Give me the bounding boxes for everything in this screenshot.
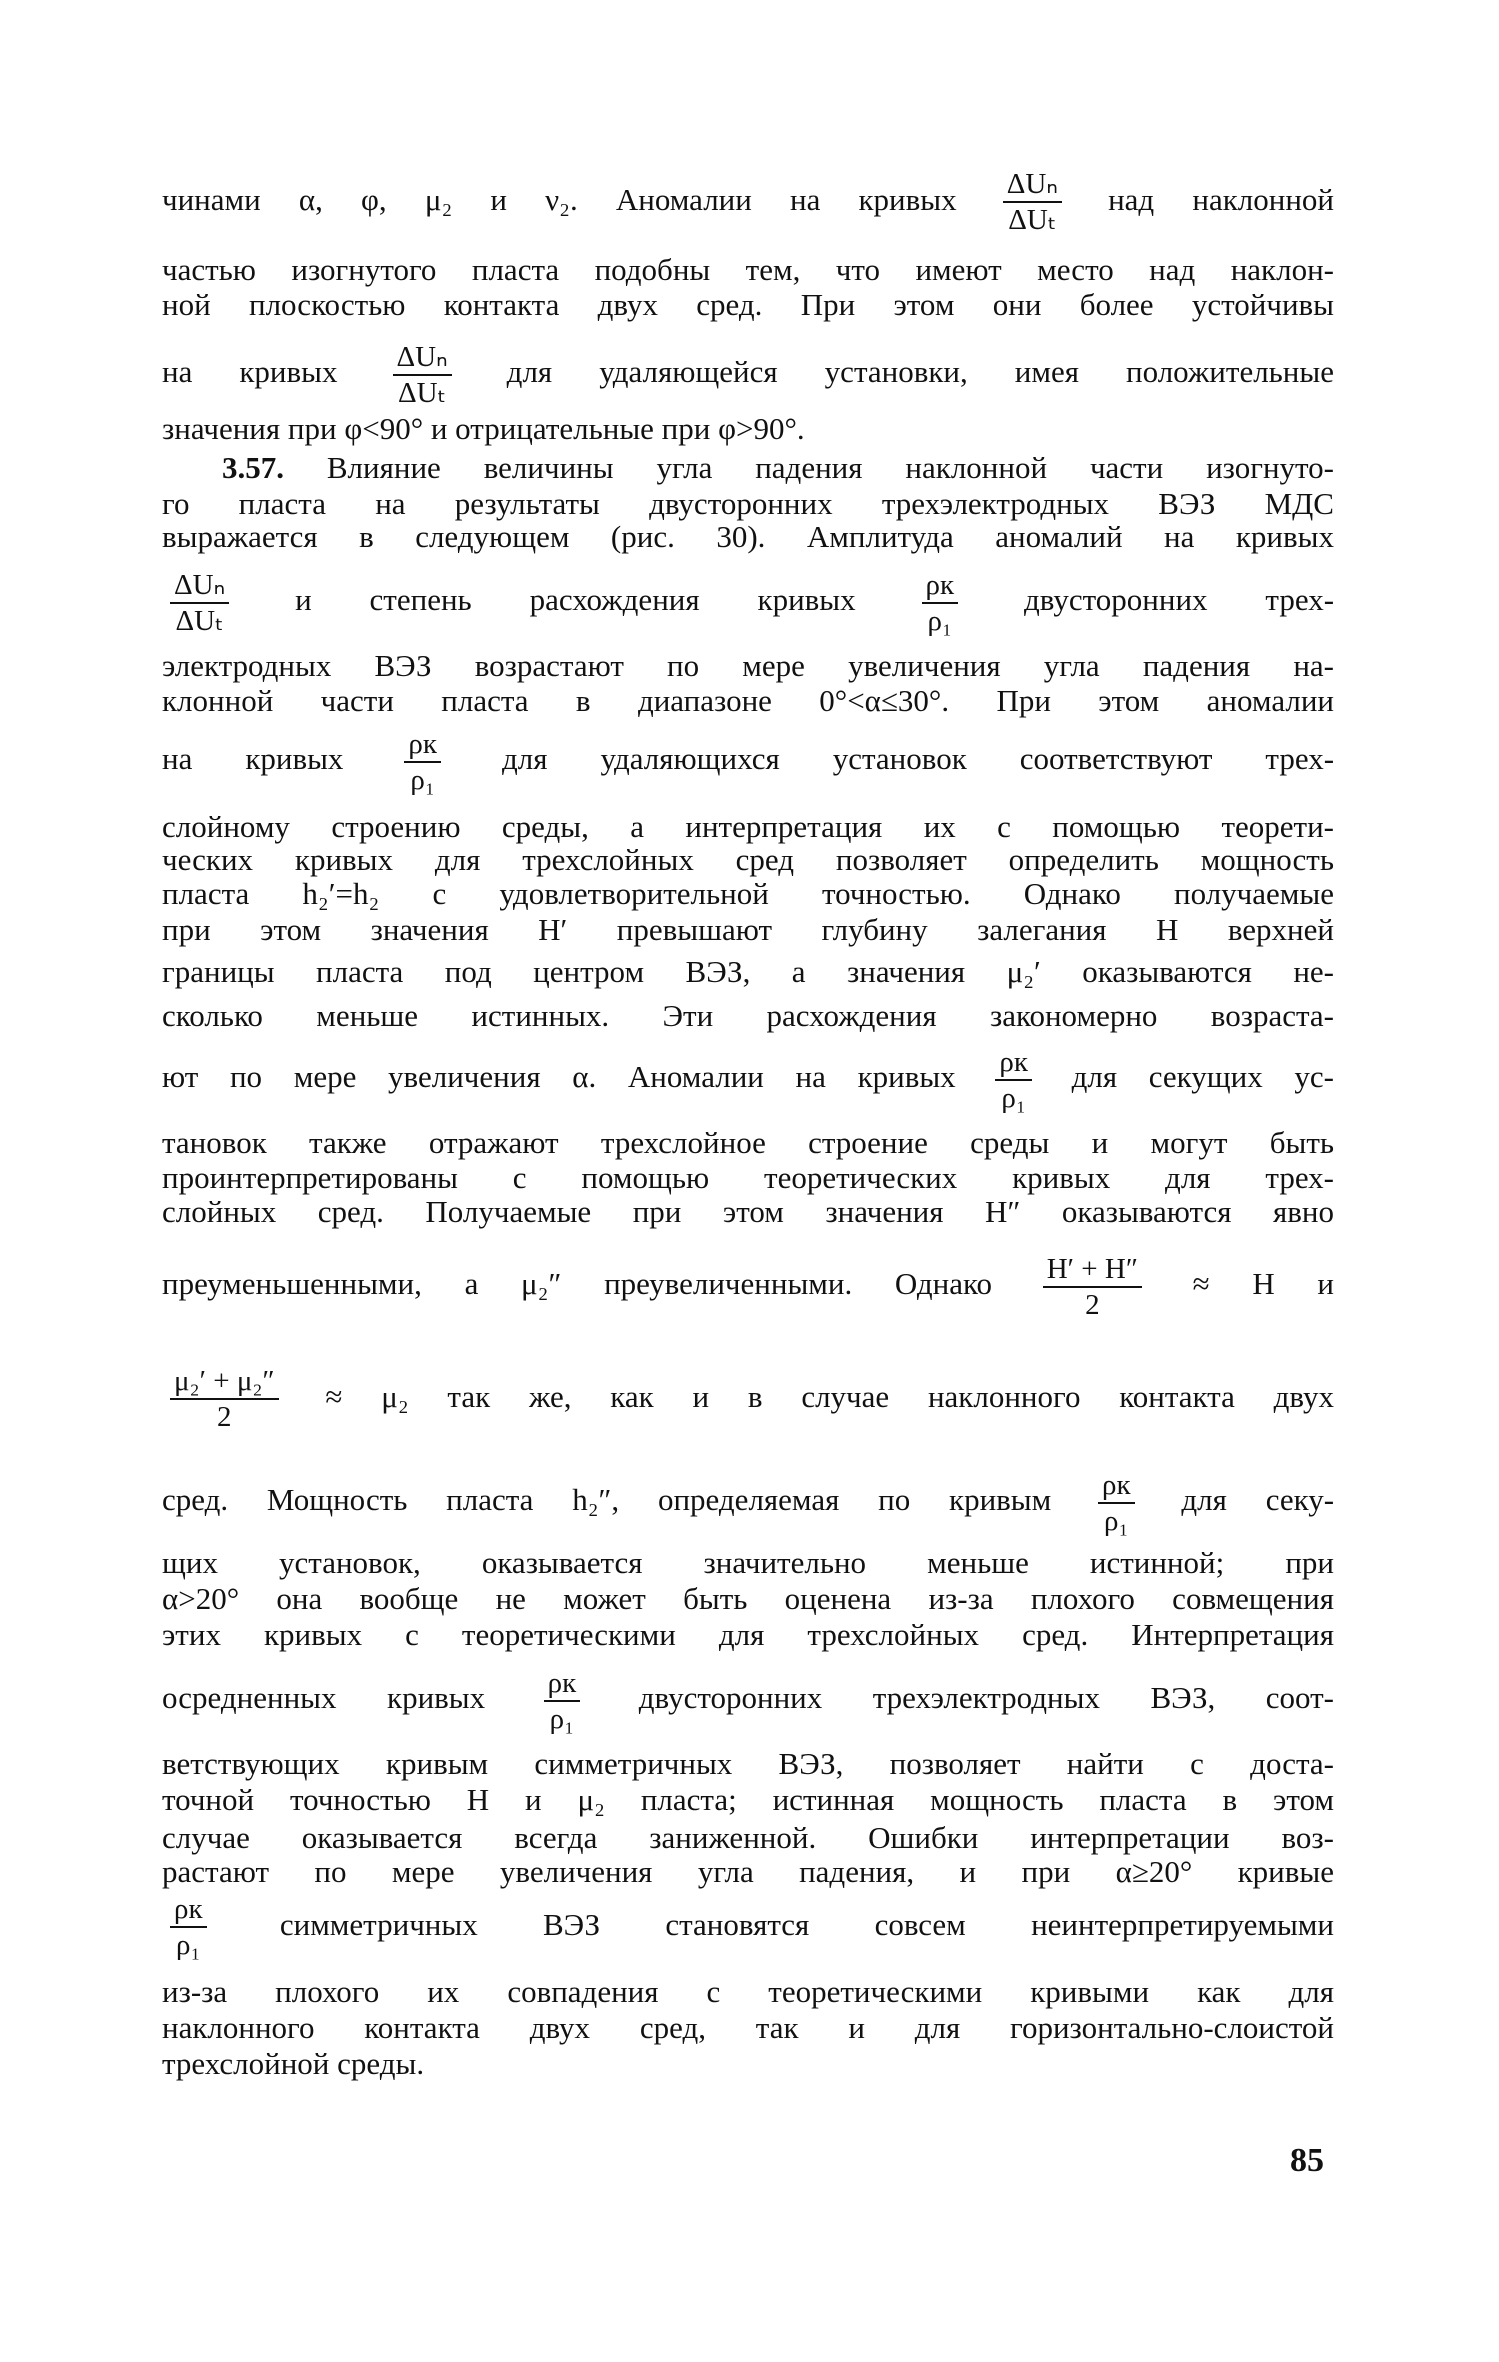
text-segment: частью изогнутого пласта подобны тем, что имеют место над наклон- xyxy=(162,252,1334,287)
text-line xyxy=(162,2044,1334,2084)
text-line xyxy=(162,568,1335,637)
text-line xyxy=(162,874,1334,914)
fraction xyxy=(404,727,441,797)
text-line xyxy=(162,996,1334,1036)
text-segment: над наклонной xyxy=(1108,181,1334,217)
text-segment: границы пласта под центром ВЭЗ, а значения μ₂′ оказываются не- xyxy=(162,954,1334,989)
text-segment: ≈ H и xyxy=(1192,1266,1334,1301)
text-line xyxy=(162,910,1334,950)
fraction-denominator: ΔUₜ xyxy=(1008,204,1057,237)
text-segment: проинтерпретированы с помощью теоретических кривых для трех- xyxy=(162,1159,1334,1195)
text-line xyxy=(162,2008,1334,2048)
text-segment: тановок также отражают трехслойное строение среды и могут быть xyxy=(162,1125,1334,1160)
fraction-denominator: ρ₁ xyxy=(175,1929,201,1962)
text-segment: слойных сред. Получаемые при этом значения H″ оказываются явно xyxy=(162,1194,1334,1229)
section-number: 3.57. xyxy=(222,450,284,485)
text-segment: на кривых xyxy=(162,741,344,776)
fraction xyxy=(1003,167,1062,237)
text-segment: Влияние величины угла падения наклонной части изогнуто- xyxy=(284,450,1334,485)
text-line xyxy=(162,1893,1334,1962)
text-segment: преуменьшенными, а μ₂″ преувеличенными. Однако xyxy=(162,1266,993,1301)
fraction-denominator: ρ₁ xyxy=(1104,1504,1129,1537)
text-line xyxy=(162,285,1334,325)
text-line xyxy=(162,952,1334,992)
text-segment: этих кривых с теоретическими для трехслойных сред. Интерпретация xyxy=(162,1617,1334,1652)
text-line xyxy=(162,1579,1334,1619)
text-segment: точной точностью H и μ₂ пласта; истинная мощность пласта в этом xyxy=(162,1782,1334,1817)
text-line xyxy=(162,1468,1335,1537)
text-line xyxy=(162,1252,1334,1321)
text-line xyxy=(162,1972,1334,2012)
fraction-numerator: ρк xyxy=(1098,1468,1135,1504)
text-segment: сред. Мощность пласта h₂″, определяемая по кривым xyxy=(162,1482,1052,1517)
fraction-denominator: ρ₁ xyxy=(927,604,953,637)
text-line xyxy=(162,1852,1334,1892)
text-segment: слойному строению среды, а интерпретация их с помощью теорети- xyxy=(162,808,1334,844)
text-segment: щих установок, оказывается значительно меньше истинной; при xyxy=(162,1545,1334,1580)
text-segment: для удаляющейся установки, имея положительные xyxy=(506,354,1334,389)
fraction-denominator: ρ₁ xyxy=(549,1702,575,1735)
text-segment: пласта h₂′=h₂ с удовлетворительной точностью. Однако получаемые xyxy=(162,876,1334,911)
fraction xyxy=(1098,1468,1135,1538)
text-segment: выражается в следующем (рис. 30). Амплитуда аномалий на кривых xyxy=(162,519,1334,554)
fraction xyxy=(995,1045,1032,1115)
text-line xyxy=(162,1780,1334,1820)
fraction-numerator: ΔUₙ xyxy=(170,568,229,604)
text-segment: сколько меньше истинных. Эти расхождения закономерно возраста- xyxy=(162,997,1334,1033)
fraction-denominator: ΔUₜ xyxy=(175,604,224,637)
fraction-numerator: ΔUₙ xyxy=(1003,167,1062,203)
text-segment: на кривых xyxy=(162,354,338,389)
fraction xyxy=(170,568,229,638)
text-segment: для секу- xyxy=(1181,1482,1335,1517)
text-segment: ной плоскостью контакта двух сред. При этом они более устойчивы xyxy=(162,286,1334,322)
fraction xyxy=(170,1364,279,1434)
text-segment: ют по мере увеличения α. Аномалии на кривых xyxy=(162,1059,956,1094)
fraction-numerator: ρк xyxy=(544,1666,581,1702)
text-segment: α>20° она вообще не может быть оценена из-за плохого совмещения xyxy=(162,1581,1334,1616)
fraction xyxy=(1043,1252,1142,1322)
text-segment: ветствующих кривым симметричных ВЭЗ, позволяет найти с доста- xyxy=(162,1746,1334,1781)
fraction-denominator: ρ₁ xyxy=(410,763,435,796)
text-line xyxy=(162,340,1334,409)
text-line xyxy=(162,1666,1335,1735)
text-segment: го пласта на результаты двусторонних трехэлектродных ВЭЗ МДС xyxy=(162,486,1334,521)
text-segment: и степень расхождения кривых xyxy=(295,582,856,617)
fraction xyxy=(393,340,452,410)
fraction xyxy=(170,1892,207,1962)
fraction-denominator: 2 xyxy=(1085,1288,1100,1321)
text-line xyxy=(162,448,1334,488)
text-segment: наклонного контакта двух сред, так и для горизонтально-слоистой xyxy=(162,2010,1334,2045)
fraction-denominator: ΔUₜ xyxy=(398,376,447,409)
text-segment: трехслойной среды. xyxy=(162,2046,425,2081)
text-segment: электродных ВЭЗ возрастают по мере увеличения угла падения на- xyxy=(162,648,1334,683)
fraction-numerator: ρк xyxy=(170,1892,207,1928)
text-segment: для секущих ус- xyxy=(1071,1059,1334,1094)
fraction-numerator: ρк xyxy=(922,568,959,604)
text-segment: чинами α, φ, μ₂ и ν₂. Аномалии на кривых xyxy=(162,181,957,217)
text-segment: осредненных кривых xyxy=(162,1680,486,1715)
fraction xyxy=(544,1666,581,1736)
text-segment: двусторонних трехэлектродных ВЭЗ, соот- xyxy=(638,1680,1335,1715)
fraction xyxy=(922,568,959,638)
text-segment: клонной части пласта в диапазоне 0°<α≤30°. При этом аномалии xyxy=(162,682,1334,718)
text-line xyxy=(162,681,1334,721)
text-line xyxy=(162,727,1335,796)
text-segment: из-за плохого их совпадения с теоретическими кривыми как для xyxy=(162,1974,1334,2009)
fraction-numerator: H′ + H″ xyxy=(1043,1252,1142,1288)
fraction-numerator: ΔUₙ xyxy=(393,340,452,376)
fraction-numerator: μ₂′ + μ₂″ xyxy=(170,1364,279,1400)
fraction-denominator: ρ₁ xyxy=(1001,1081,1026,1114)
fraction-denominator: 2 xyxy=(217,1401,232,1434)
text-segment: двусторонних трех- xyxy=(1024,582,1335,617)
text-line xyxy=(162,1744,1334,1784)
text-line xyxy=(162,517,1334,557)
page-number: 85 xyxy=(1290,2142,1324,2179)
text-segment: случае оказывается всегда заниженной. Ошибки интерпретации воз- xyxy=(162,1819,1334,1855)
text-line xyxy=(162,409,1334,449)
text-segment: ≈ μ₂ так же, как и в случае наклонного контакта двух xyxy=(325,1378,1334,1414)
text-segment: при этом значения H′ превышают глубину залегания H верхней xyxy=(162,912,1334,947)
text-line xyxy=(162,1615,1334,1655)
text-segment: для удаляющихся установок соответствуют трех- xyxy=(501,741,1335,776)
text-line xyxy=(162,168,1334,237)
fraction-numerator: ρк xyxy=(995,1045,1032,1081)
text-segment: значения при φ<90° и отрицательные при φ>90°. xyxy=(162,411,805,446)
text-line xyxy=(162,1365,1334,1434)
text-segment: симметричных ВЭЗ становятся совсем неинтерпретируемыми xyxy=(279,1906,1334,1942)
text-line xyxy=(162,1543,1334,1583)
fraction-numerator: ρк xyxy=(404,727,441,763)
text-line xyxy=(162,1192,1334,1232)
text-segment: растают по мере увеличения угла падения, и при α≥20° кривые xyxy=(162,1854,1334,1889)
text-segment: ческих кривых для трехслойных сред позволяет определить мощность xyxy=(162,841,1334,877)
text-line xyxy=(162,1045,1334,1114)
